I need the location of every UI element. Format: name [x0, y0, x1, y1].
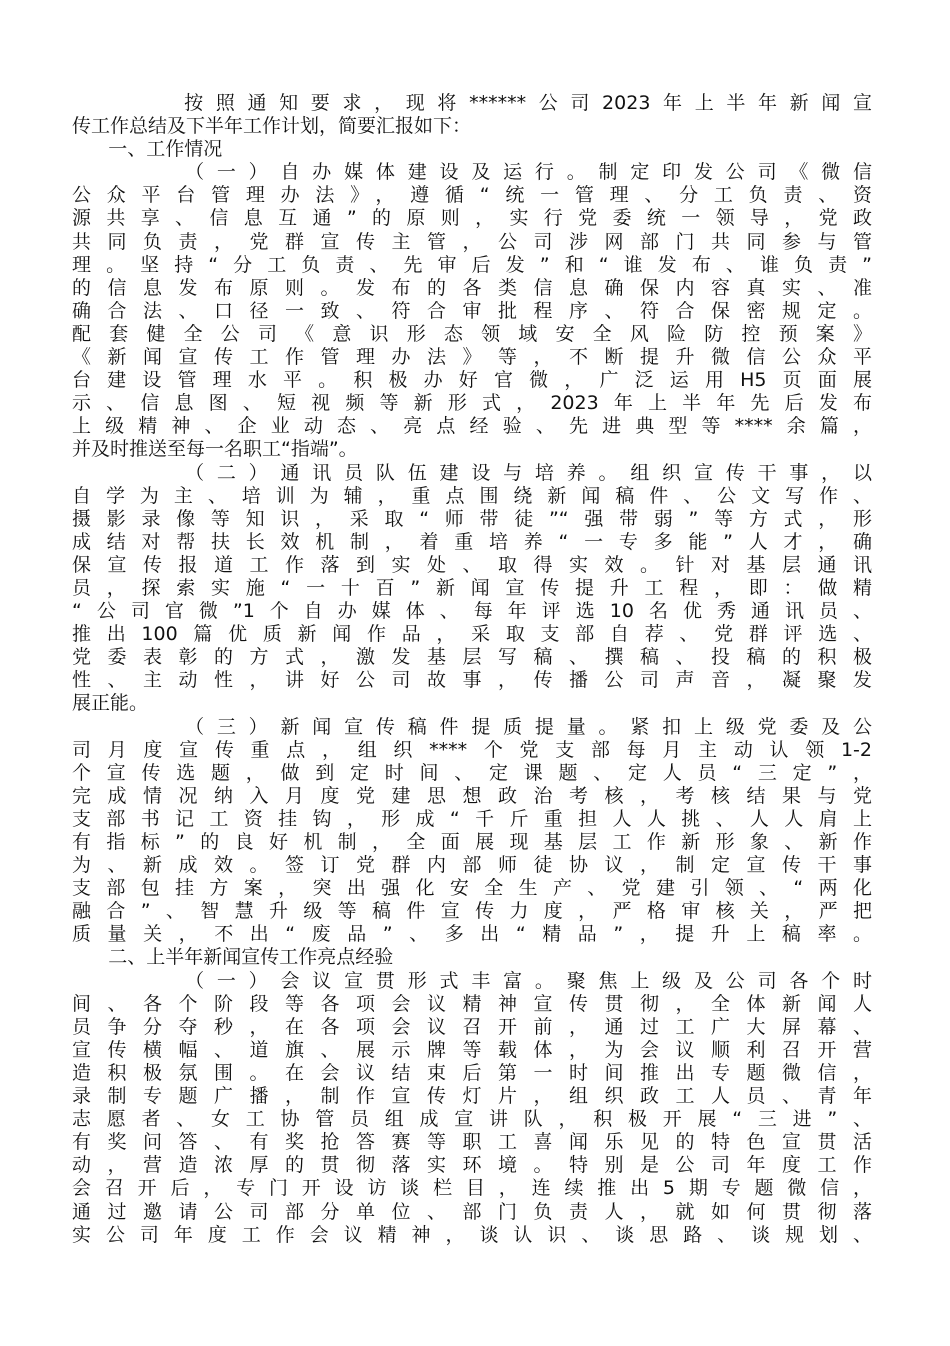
text-line: 完成情况纳入月度党建思想政治考核，考核结果与党	[72, 784, 872, 807]
text-line: 司月度宣传重点，组织****个党支部每月主动认领1-2	[72, 738, 872, 761]
body-text	[72, 92, 872, 1247]
text-line: 员，探索实施“一十百”新闻宣传提升工程，即：做精	[72, 576, 872, 599]
text-line: 造积极氛围。在会议结束后第一时间推出专题微信，	[72, 1061, 872, 1084]
text-line: （二）通讯员队伍建设与培养。组织宣传干事，以	[72, 461, 872, 484]
text-line: 宣传横幅、道旗、展示牌等载体，为会议顺利召开营	[72, 1038, 872, 1061]
text-line: 传工作总结及下半年工作计划，简要汇报如下：	[72, 115, 472, 138]
text-line: 源共享、信息互通”的原则，实行党委统一领导，党政	[72, 207, 872, 230]
text-line: 实公司年度工作会议精神，谈认识、谈思路、谈规划、	[72, 1223, 872, 1246]
text-line: 员争分夺秒，在各项会议召开前，通过工广大屏幕、	[72, 1015, 872, 1038]
text-line: 二、上半年新闻宣传工作亮点经验	[72, 946, 394, 969]
text-line: （一）自办媒体建设及运行。制定印发公司《微信	[72, 161, 872, 184]
text-line: 理。坚持“分工负责、先审后发”和“谁发布、谁负责”	[72, 253, 872, 276]
text-line: 配套健全公司《意识形态领域安全风险防控预案》	[72, 322, 872, 345]
text-line: 录制专题广播，制作宣传灯片，组织政工人员、青年	[72, 1085, 872, 1108]
text-line: 并及时推送至每一名职工“指端”。	[72, 438, 358, 461]
text-line: 质量关，不出“废品”、多出“精品”，提升上稿率。	[72, 923, 872, 946]
text-line: 为、新成效。签订党群内部师徒协议，制定宣传干事	[72, 854, 872, 877]
text-line: 台建设管理水平。积极办好官微，广泛运用H5页面展	[72, 369, 872, 392]
text-line: （一）会议宣贯形式丰富。聚焦上级及公司各个时	[72, 969, 872, 992]
text-line: 上级精神、企业动态、亮点经验、先进典型等****余篇，	[72, 415, 872, 438]
text-line: 公众平台管理办法》，遵循“统一管理、分工负责、资	[72, 184, 872, 207]
text-line: （三）新闻宣传稿件提质提量。紧扣上级党委及公	[72, 715, 872, 738]
text-line: 通过邀请公司部分单位、部门负责人，就如何贯彻落	[72, 1200, 872, 1223]
text-line: 有指标”的良好机制，全面展现基层工作新形象、新作	[72, 831, 872, 853]
text-line: 成结对帮扶长效机制，着重培养“一专多能”人才，确	[72, 530, 872, 553]
text-line: 支部书记工资挂钩，形成“千斤重担人人挑、人人肩上	[72, 807, 872, 830]
text-line: 的信息发布原则。发布的各类信息确保内容真实、准	[72, 276, 872, 299]
text-line: 性、主动性，讲好公司故事，传播公司声音，凝聚发	[72, 669, 872, 692]
text-line: 保宣传报道工作落到实处、取得实效。针对基层通讯	[72, 553, 872, 576]
text-line: 有奖问答、有奖抢答赛等职工喜闻乐见的特色宣贯活	[72, 1131, 872, 1154]
text-line: 《新闻宣传工作管理办法》等，不断提升微信公众平	[72, 346, 872, 369]
text-line: 支部包挂方案，突出强化安全生产、党建引领、“两化	[72, 877, 872, 900]
text-line: 摄影录像等知识，采取“师带徒”“强带弱”等方式，形	[72, 507, 872, 530]
text-line: 动，营造浓厚的贯彻落实环境。特别是公司年度工作	[72, 1154, 872, 1177]
text-line: 融合”、智慧升级等稿件宣传力度，严格审核关，严把	[72, 900, 872, 923]
text-line: 志愿者、女工协管员组成宣讲队，积极开展“三进”、	[72, 1108, 872, 1131]
text-line: 一、工作情况	[72, 138, 223, 161]
text-line: 间、各个阶段等各项会议精神宣传贯彻，全体新闻人	[72, 992, 872, 1015]
text-line: “公司官微”1个自办媒体、每年评选10名优秀通讯员、	[72, 600, 872, 623]
text-line: 自学为主、培训为辅，重点围绕新闻稿件、公文写作、	[72, 484, 872, 507]
text-line: 共同负责，党群宣传主管，公司涉网部门共同参与管	[72, 230, 872, 253]
text-line: 党委表彰的方式，激发基层写稿、撰稿、投稿的积极	[72, 646, 872, 669]
text-line: 示、信息图、短视频等新形式，2023年上半年先后发布	[72, 392, 872, 415]
text-line: 会召开后，专门开设访谈栏目，连续推出5期专题微信，	[72, 1177, 872, 1200]
text-line: 确合法、口径一致、符合审批程序、符合保密规定。	[72, 299, 872, 322]
text-line: 展正能。	[72, 692, 149, 715]
text-line: 推出100篇优质新闻作品，采取支部自荐、党群评选、	[72, 623, 872, 646]
text-line: 按照通知要求，现将******公司2023年上半年新闻宣	[72, 92, 872, 114]
text-line: 个宣传选题，做到定时间、定课题、定人员“三定”，	[72, 761, 872, 784]
